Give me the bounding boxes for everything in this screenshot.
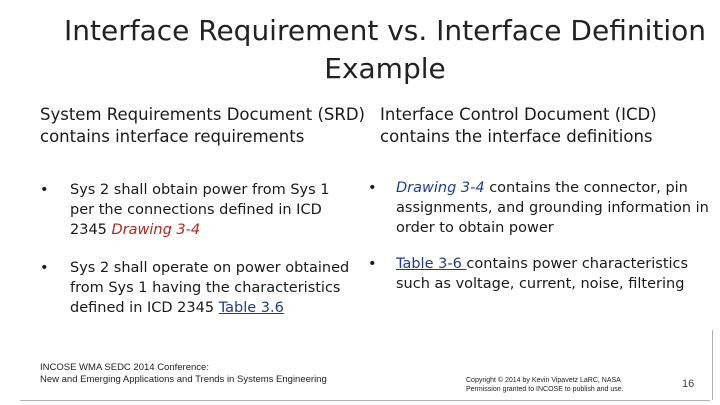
srd-bullet-2-prefix: defined in ICD 2345 [70, 300, 219, 316]
table-3-6-link[interactable]: Table 3.6 [218, 300, 284, 316]
srd-bullet-1-line2: per the connections defined in ICD [70, 202, 322, 218]
icd-bullet-1 [368, 178, 709, 238]
corner-divider-vertical [712, 330, 713, 400]
icd-bullet-1-line3: order to obtain power [396, 220, 554, 236]
srd-bullet-2-line1: Sys 2 shall operate on power obtained [70, 260, 350, 276]
icd-heading-line2: contains the interface definitions [380, 127, 653, 146]
slide-title [40, 12, 720, 88]
conference-footer [40, 362, 327, 386]
corner-divider-horizontal [20, 400, 710, 401]
srd-bullet-1-line1: Sys 2 shall obtain power from Sys 1 [70, 182, 330, 198]
bullet-dot: • [40, 182, 49, 198]
srd-bullet-2-line2: from Sys 1 having the characteristics [70, 280, 341, 296]
srd-bullet-1 [40, 180, 330, 240]
srd-bullet-2-line3 [70, 298, 349, 318]
srd-heading-line2: contains interface requirements [40, 127, 305, 146]
icd-bullet-1-line1 [396, 178, 709, 198]
bullet-dot: • [40, 260, 49, 276]
table-3-6-link[interactable]: Table 3-6 [396, 256, 467, 272]
icd-bullet-1-rest: contains the connector, pin [484, 180, 688, 196]
drawing-3-4-reference: Drawing 3-4 [396, 180, 485, 196]
copyright-line1: Copyright © 2014 by Kevin Vipavetz LaRC, NASA [466, 377, 621, 384]
icd-heading-line1: Interface Control Document (ICD) [380, 105, 657, 124]
srd-bullet-1-prefix: 2345 [70, 222, 112, 238]
bullet-dot: • [368, 180, 377, 196]
srd-heading-line1: System Requirements Document (SRD) [40, 105, 365, 124]
srd-bullet-1-line3 [70, 220, 330, 240]
srd-heading [40, 104, 365, 148]
icd-bullet-2-line2: such as voltage, current, noise, filtering [396, 276, 685, 292]
copyright-line2: Permission granted to INCOSE to publish and use. [466, 386, 624, 393]
srd-bullet-2 [40, 258, 350, 318]
bullet-dot: • [368, 256, 377, 272]
copyright-footer [466, 376, 696, 394]
conference-footer-line2: New and Emerging Applications and Trends in Systems Engineering [40, 374, 327, 385]
slide-title-line1: Interface Requirement vs. Interface Definition [63, 14, 707, 47]
page-number: 16 [682, 378, 695, 390]
slide-title-line2: Example [324, 52, 446, 85]
drawing-3-4-reference: Drawing 3-4 [111, 222, 201, 238]
icd-bullet-2 [368, 254, 689, 294]
icd-heading [380, 104, 657, 148]
conference-footer-line1: INCOSE WMA SEDC 2014 Conference: [40, 362, 209, 373]
icd-bullet-2-line1 [396, 254, 688, 274]
icd-bullet-2-rest: contains power characteristics [466, 256, 689, 272]
icd-bullet-1-line2: assignments, and grounding information in [396, 200, 709, 216]
